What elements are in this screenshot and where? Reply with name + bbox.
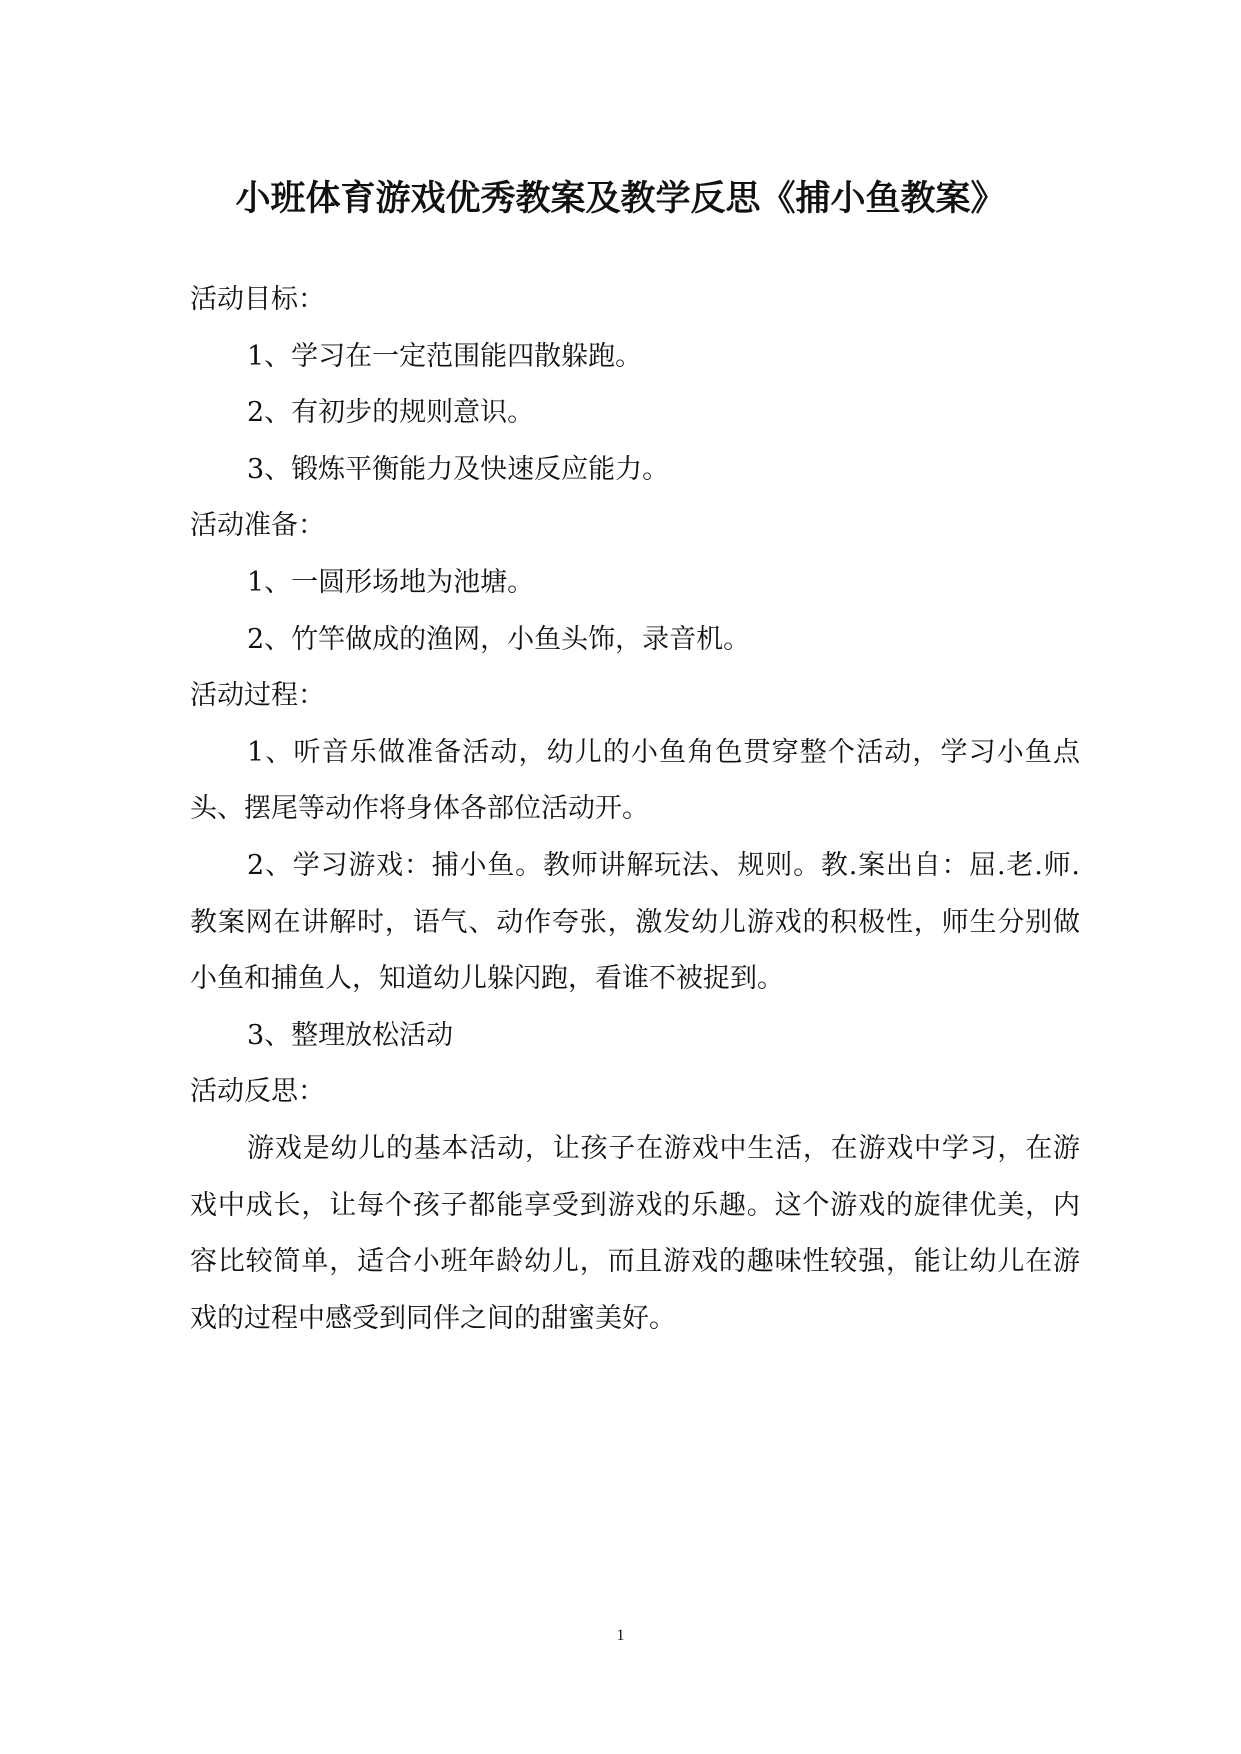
process-item: 1、听音乐做准备活动，幼儿的小鱼角色贯穿整个活动，学习小鱼点头、摆尾等动作将身体各部位活动开。 — [190, 736, 1080, 825]
page-number: 1 — [616, 1627, 625, 1644]
preparation-item: 2、竹竿做成的渔网，小鱼头饰，录音机。 — [247, 623, 751, 655]
reflection-paragraph: 游戏是幼儿的基本活动，让孩子在游戏中生活，在游戏中学习，在游戏中成长，让每个孩子都能享受到游戏的乐趣。这个游戏的旋律优美，内容比较简单，适合小班年龄幼儿，而且游戏的趣味性较强，能让幼儿在游戏的过程中感受到同伴之间的甜蜜美好。 — [190, 1132, 1080, 1334]
goal-item: 1、学习在一定范围能四散躲跑。 — [247, 340, 643, 372]
preparation-item: 1、一圆形场地为池塘。 — [247, 566, 535, 598]
section-heading-preparation: 活动准备： — [190, 510, 325, 542]
section-heading-goals: 活动目标： — [190, 284, 325, 315]
section-heading-process: 活动过程： — [190, 680, 325, 712]
document-body — [190, 272, 1080, 1347]
document-title: 小班体育游戏优秀教案及教学反思《捕小鱼教案》 — [235, 178, 1006, 220]
goal-item: 2、有初步的规则意识。 — [247, 397, 535, 429]
section-heading-reflection: 活动反思： — [190, 1076, 325, 1108]
goal-item: 3、锻炼平衡能力及快速反应能力。 — [247, 453, 670, 485]
process-item: 3、整理放松活动 — [247, 1019, 454, 1051]
process-item: 2、学习游戏：捕小鱼。教师讲解玩法、规则。教.案出自：屈.老.师.教案网在讲解时，语气、动作夸张，激发幼儿游戏的积极性，师生分别做小鱼和捕鱼人，知道幼儿躲闪跑，看谁不被捉到。 — [190, 849, 1080, 995]
